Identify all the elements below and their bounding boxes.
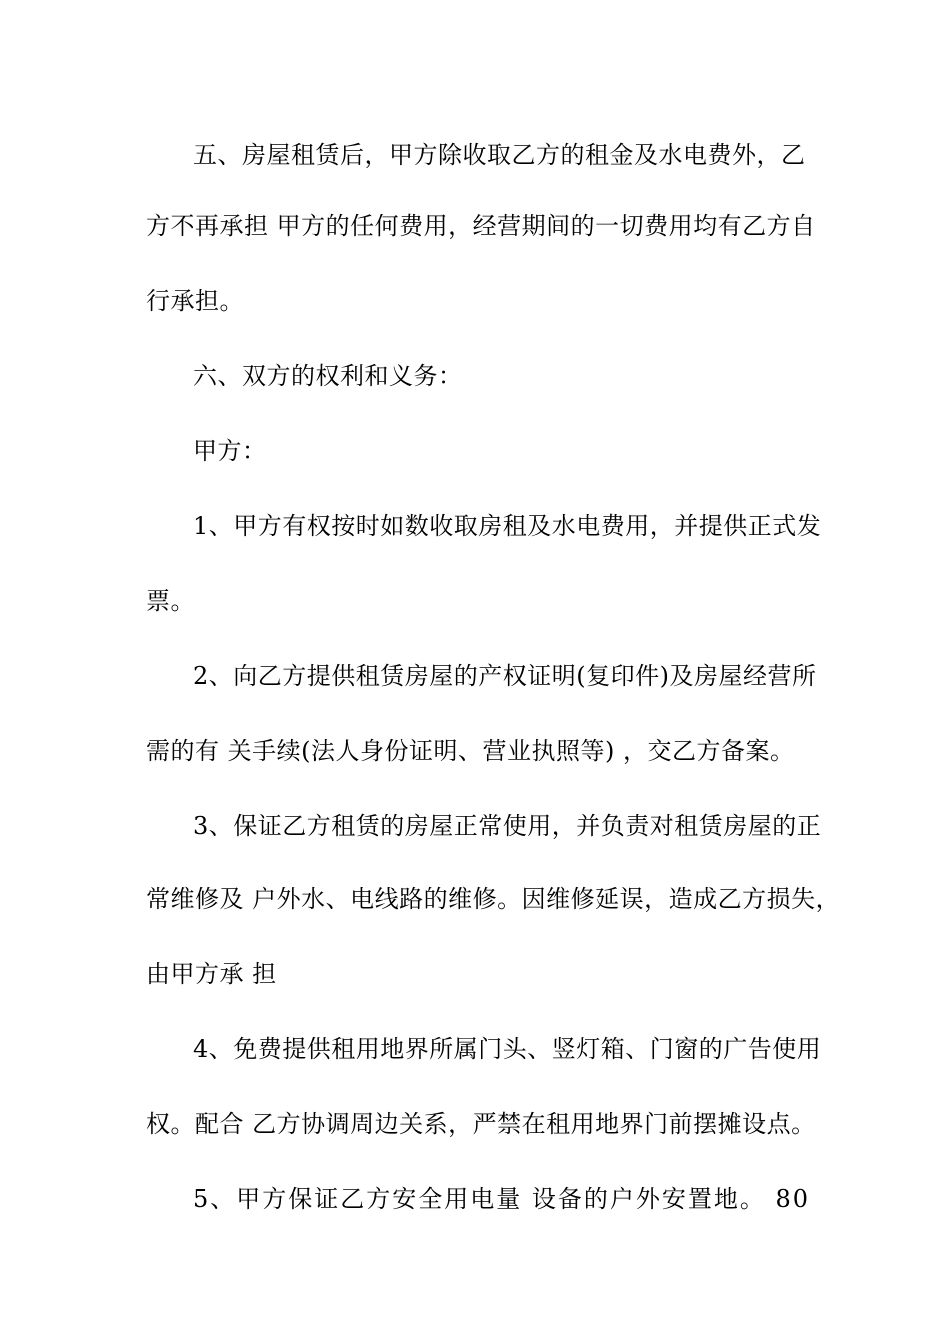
party-a-label: 甲方： [193,437,267,465]
paragraph-5-line-2: 方不再承担 甲方的任何费用，经营期间的一切费用均有乙方自 [146,212,816,240]
item-3-line-1: 3、保证乙方租赁的房屋正常使用，并负责对租赁房屋的正 [193,812,822,840]
item-2-line-1: 2、向乙方提供租赁房屋的产权证明(复印件)及房屋经营所 [193,662,817,690]
paragraph-5-line-3: 行承担。 [146,287,244,315]
section-6-heading: 六、双方的权利和义务： [193,362,463,390]
item-1-line-2: 票。 [146,587,195,615]
item-4-line-1: 4、免费提供租用地界所属门头、竖灯箱、门窗的广告使用 [193,1035,822,1063]
paragraph-5-line-1: 五、房屋租赁后，甲方除收取乙方的租金及水电费外，乙 [193,141,806,169]
item-2-line-2: 需的有 关手续(法人身份证明、营业执照等) ，交乙方备案。 [146,737,795,765]
item-5-line-1: 5、甲方保证乙方安全用电量 设备的户外安置地。 80 [193,1185,811,1213]
item-1-line-1: 1、甲方有权按时如数收取房租及水电费用，并提供正式发 [193,512,822,540]
item-4-line-2: 权。配合 乙方协调周边关系，严禁在租用地界门前摆摊设点。 [146,1110,816,1138]
item-3-line-3: 由甲方承 担 [146,960,277,988]
item-3-line-2: 常维修及 户外水、电线路的维修。因维修延误，造成乙方损失， [146,885,841,913]
